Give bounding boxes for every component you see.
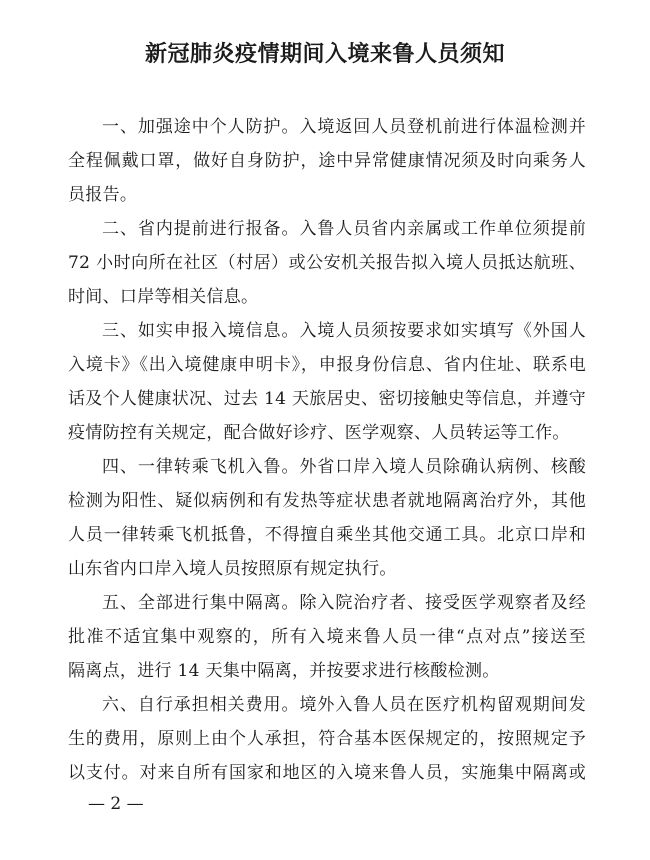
paragraph-line: 四、一律转乘飞机入鲁。外省口岸入境人员除确认病例、核酸 bbox=[102, 457, 586, 477]
paragraph-line: 五、全部进行集中隔离。除入院治疗者、接受医学观察者及经 bbox=[102, 593, 586, 613]
paragraph-1 bbox=[68, 110, 586, 212]
paragraph-line: 话及个人健康状况、过去 14 天旅居史、密切接触史等信息，并遵守 bbox=[68, 389, 587, 409]
paragraph-line: 一、加强途中个人防护。入境返回人员登机前进行体温检测并 bbox=[102, 117, 586, 137]
paragraph-line: 员报告。 bbox=[68, 185, 138, 205]
document-body bbox=[68, 110, 586, 790]
paragraph-2 bbox=[68, 212, 586, 314]
paragraph-line: 人员一律转乘飞机抵鲁，不得擅自乘坐其他交通工具。北京口岸和 bbox=[68, 525, 586, 545]
paragraph-line: 疫情防控有关规定，配合做好诊疗、医学观察、人员转运等工作。 bbox=[68, 423, 570, 443]
paragraph-line: 批准不适宜集中观察的，所有入境来鲁人员一律“点对点”接送至 bbox=[68, 627, 586, 647]
paragraph-line: 隔离点，进行 14 天集中隔离，并按要求进行核酸检测。 bbox=[68, 661, 500, 681]
paragraph-line: 三、如实申报入境信息。入境人员须按要求如实填写《外国人 bbox=[102, 321, 586, 341]
paragraph-5 bbox=[68, 586, 586, 688]
paragraph-line: 全程佩戴口罩，做好自身防护，途中异常健康情况须及时向乘务人 bbox=[68, 151, 586, 171]
page-number: — 2 — bbox=[88, 794, 144, 814]
paragraph-line: 入境卡》《出入境健康申明卡》，申报身份信息、省内住址、联系电 bbox=[68, 355, 586, 375]
paragraph-line: 检测为阳性、疑似病例和有发热等症状患者就地隔离治疗外，其他 bbox=[68, 491, 586, 511]
page-title: 新冠肺炎疫情期间入境来鲁人员须知 bbox=[144, 41, 505, 67]
paragraph-line: 六、自行承担相关费用。境外入鲁人员在医疗机构留观期间发 bbox=[102, 695, 586, 715]
paragraph-line: 二、省内提前进行报备。入鲁人员省内亲属或工作单位须提前 bbox=[102, 219, 586, 239]
paragraph-line: 时间、口岸等相关信息。 bbox=[68, 287, 259, 307]
paragraph-4 bbox=[68, 450, 586, 586]
paragraph-line: 生的费用，原则上由个人承担，符合基本医保规定的，按照规定予 bbox=[68, 729, 586, 749]
paragraph-3 bbox=[68, 314, 586, 450]
paragraph-6 bbox=[68, 688, 586, 790]
paragraph-line: 以支付。对来自所有国家和地区的入境来鲁人员，实施集中隔离或 bbox=[68, 763, 586, 783]
paragraph-line: 山东省内口岸入境人员按照原有规定执行。 bbox=[68, 559, 397, 579]
paragraph-line: 72 小时向所在社区（村居）或公安机关报告拟入境人员抵达航班、 bbox=[68, 253, 586, 273]
